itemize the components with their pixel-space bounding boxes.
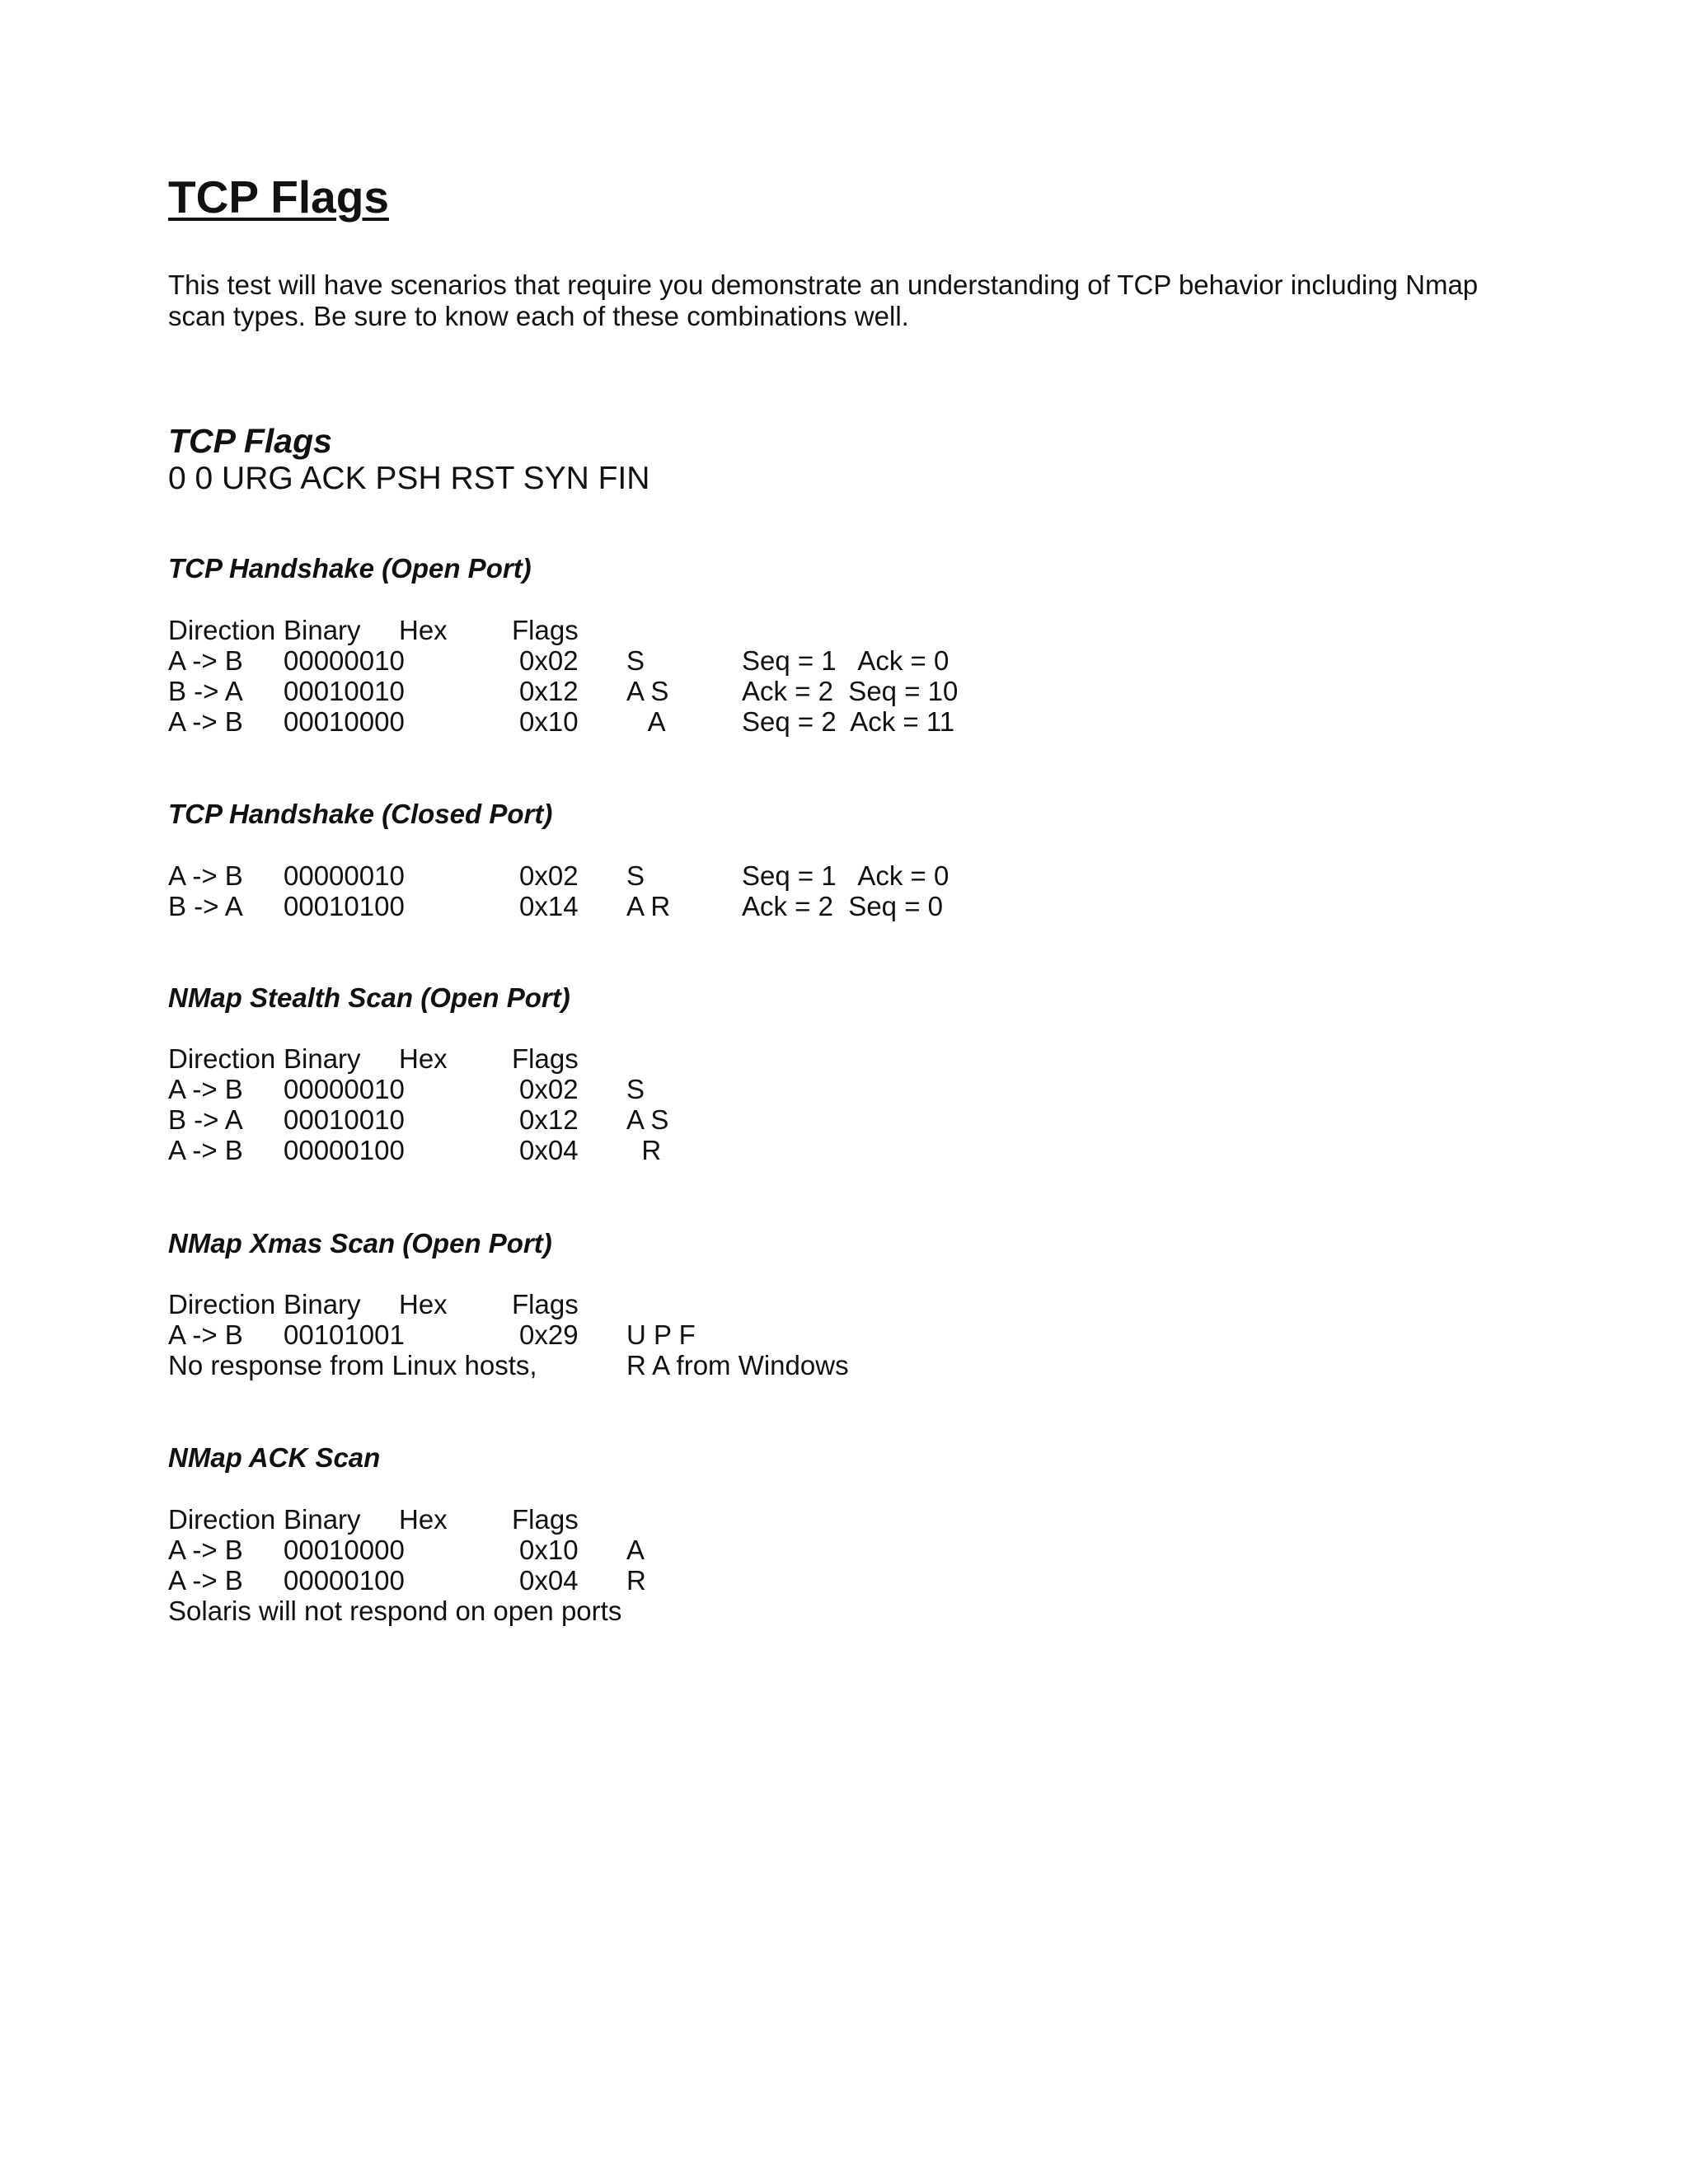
- table-header-row: [0, 615, 1688, 645]
- row-direction: A -> B: [168, 1319, 243, 1350]
- flags-bit-order: 0 0 URG ACK PSH RST SYN FIN: [168, 461, 650, 496]
- section-title-xmas-scan: NMap Xmas Scan (Open Port): [168, 1228, 552, 1258]
- note-row: [0, 1350, 1688, 1380]
- row-hex: 0x14: [519, 891, 579, 921]
- table-row: [0, 676, 1688, 706]
- row-hex: 0x02: [519, 1074, 579, 1104]
- row-flags: A: [626, 1535, 645, 1565]
- row-binary: 00000010: [284, 645, 405, 676]
- row-binary: 00010100: [284, 891, 405, 921]
- table-row: [0, 706, 1688, 737]
- row-hex: 0x10: [519, 1535, 579, 1565]
- row-direction: A -> B: [168, 645, 243, 676]
- header-direction: Direction: [168, 1043, 276, 1074]
- note-windows: R A from Windows: [626, 1350, 849, 1380]
- header-flags: Flags: [512, 1289, 579, 1319]
- table-header-row: [0, 1289, 1688, 1319]
- table-row: [0, 1104, 1688, 1135]
- table-row: [0, 891, 1688, 921]
- header-binary: Binary: [284, 1043, 361, 1074]
- section-title-stealth-scan: NMap Stealth Scan (Open Port): [168, 982, 570, 1013]
- row-binary: 00000010: [284, 860, 405, 891]
- row-hex: 0x02: [519, 860, 579, 891]
- header-binary: Binary: [284, 1504, 361, 1535]
- row-binary: 00010010: [284, 1104, 405, 1135]
- row-binary: 00101001: [284, 1319, 405, 1350]
- row-hex: 0x29: [519, 1319, 579, 1350]
- table-row: [0, 645, 1688, 676]
- row-hex: 0x04: [519, 1565, 579, 1596]
- row-direction: A -> B: [168, 1535, 243, 1565]
- note-linux: No response from Linux hosts,: [168, 1350, 537, 1380]
- row-flags: A: [626, 706, 666, 737]
- flags-heading: TCP Flags: [168, 422, 332, 460]
- header-binary: Binary: [284, 615, 361, 645]
- row-hex: 0x12: [519, 676, 579, 706]
- row-seq-ack: Seq = 1 Ack = 0: [742, 860, 950, 891]
- row-flags: S: [626, 1074, 645, 1104]
- row-flags: A S: [626, 676, 669, 706]
- header-direction: Direction: [168, 1289, 276, 1319]
- table-header-row: [0, 1504, 1688, 1535]
- note-solaris: Solaris will not respond on open ports: [168, 1596, 622, 1626]
- row-direction: A -> B: [168, 860, 243, 891]
- intro-paragraph: This test will have scenarios that require you demonstrate an understanding of TCP behavior including Nmap scan types. Be sure to know each of these combinations well.: [168, 269, 1479, 331]
- row-hex: 0x10: [519, 706, 579, 737]
- row-binary: 00010000: [284, 706, 405, 737]
- section-title-ack-scan: NMap ACK Scan: [168, 1442, 381, 1473]
- row-direction: A -> B: [168, 1135, 243, 1165]
- header-hex: Hex: [399, 1043, 448, 1074]
- row-flags: S: [626, 645, 645, 676]
- table-row: [0, 1535, 1688, 1565]
- table-header-row: [0, 1043, 1688, 1074]
- header-hex: Hex: [399, 1504, 448, 1535]
- row-direction: B -> A: [168, 676, 243, 706]
- table-row: [0, 1074, 1688, 1104]
- section-title-handshake-open: TCP Handshake (Open Port): [168, 553, 532, 583]
- row-binary: 00000010: [284, 1074, 405, 1104]
- row-direction: A -> B: [168, 1074, 243, 1104]
- row-seq-ack: Ack = 2 Seq = 10: [742, 676, 959, 706]
- row-seq-ack: Ack = 2 Seq = 0: [742, 891, 943, 921]
- row-seq-ack: Seq = 2 Ack = 11: [742, 706, 955, 737]
- header-hex: Hex: [399, 615, 448, 645]
- row-binary: 00000100: [284, 1565, 405, 1596]
- table-row: [0, 860, 1688, 891]
- page-title: TCP Flags: [168, 171, 389, 223]
- header-binary: Binary: [284, 1289, 361, 1319]
- header-direction: Direction: [168, 615, 276, 645]
- row-binary: 00010010: [284, 676, 405, 706]
- row-direction: B -> A: [168, 891, 243, 921]
- row-seq-ack: Seq = 1 Ack = 0: [742, 645, 950, 676]
- header-hex: Hex: [399, 1289, 448, 1319]
- header-flags: Flags: [512, 615, 579, 645]
- row-flags: S: [626, 860, 645, 891]
- row-hex: 0x02: [519, 645, 579, 676]
- row-flags: U P F: [626, 1319, 696, 1350]
- header-flags: Flags: [512, 1043, 579, 1074]
- row-hex: 0x04: [519, 1135, 579, 1165]
- row-flags: R: [626, 1565, 646, 1596]
- header-flags: Flags: [512, 1504, 579, 1535]
- table-row: [0, 1135, 1688, 1165]
- row-hex: 0x12: [519, 1104, 579, 1135]
- section-title-handshake-closed: TCP Handshake (Closed Port): [168, 799, 553, 829]
- row-binary: 00000100: [284, 1135, 405, 1165]
- row-flags: A S: [626, 1104, 669, 1135]
- table-row: [0, 1565, 1688, 1596]
- row-flags: A R: [626, 891, 671, 921]
- row-direction: A -> B: [168, 706, 243, 737]
- row-direction: A -> B: [168, 1565, 243, 1596]
- row-binary: 00010000: [284, 1535, 405, 1565]
- row-flags: R: [626, 1135, 662, 1165]
- header-direction: Direction: [168, 1504, 276, 1535]
- table-row: [0, 1319, 1688, 1350]
- row-direction: B -> A: [168, 1104, 243, 1135]
